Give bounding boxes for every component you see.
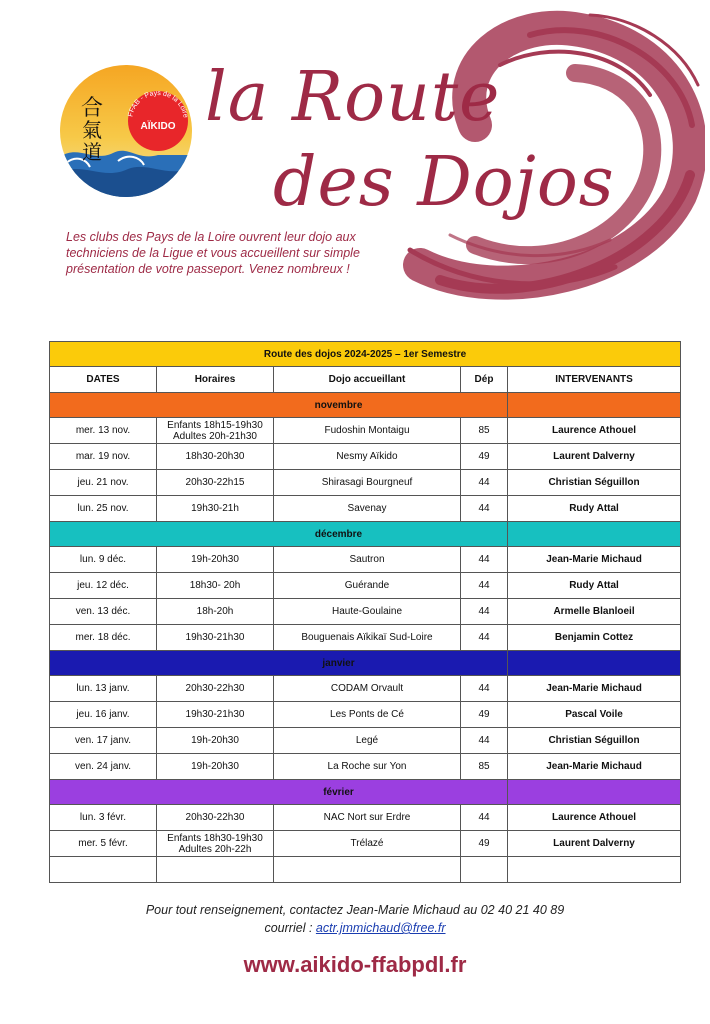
table-header-row [50,367,681,393]
cell-hours [157,625,274,651]
table-row [50,599,681,625]
cell-date: mer. 5 févr. [50,831,157,857]
month-label: janvier [50,651,508,676]
cell-dep: 44 [461,676,508,702]
cell-dojo: Legé [274,728,461,754]
month-label-spacer [508,393,681,418]
hours-line-2: Adultes 20h-21h30 [173,430,257,442]
month-label: novembre [50,393,508,418]
table-row [50,625,681,651]
cell-speaker: Pascal Voile [508,702,681,728]
header-dojo: Dojo accueillant [274,367,461,393]
month-label-spacer [508,651,681,676]
cell-dep: 44 [461,573,508,599]
cell-date: lun. 25 nov. [50,496,157,522]
logo-aikido-text: AÏKIDO [140,121,176,132]
cell-dojo: Bouguenais Aïkikaï Sud-Loire [274,625,461,651]
ffab-aikido-logo [58,63,194,199]
hours-line-1: 19h-20h30 [191,761,239,772]
cell-hours [157,702,274,728]
email-line [0,921,710,935]
email-link[interactable]: actr.jmmichaud@free.fr [315,921,446,935]
header-dep: Dép [461,367,508,393]
empty-cell [50,857,157,883]
cell-dep: 44 [461,470,508,496]
cell-dojo: Nesmy Aïkido [274,444,461,470]
cell-hours [157,805,274,831]
cell-speaker: Laurent Dalverny [508,831,681,857]
cell-speaker: Laurence Athouel [508,418,681,444]
logo-arc-text: FFAB - Pays de la Loire [127,89,189,119]
hours-line-1: 20h30-22h30 [185,683,245,694]
table-row [50,470,681,496]
logo-kanji-2: 氣 [82,118,102,142]
cell-dojo: Trélazé [274,831,461,857]
header-hours: Horaires [157,367,274,393]
cell-date: lun. 13 janv. [50,676,157,702]
hours-line-1: 19h30-21h30 [185,632,245,643]
cell-hours [157,418,274,444]
cell-dojo: Sautron [274,547,461,573]
hours-line-1: 20h30-22h15 [185,477,245,488]
hours-line-1: 19h30-21h30 [185,709,245,720]
cell-dep: 49 [461,444,508,470]
table-row [50,418,681,444]
table-title: Route des dojos 2024-2025 – 1er Semestre [50,342,681,367]
hours-line-1: 19h30-21h [191,503,239,514]
cell-date: mer. 18 déc. [50,625,157,651]
cell-speaker: Benjamin Cottez [508,625,681,651]
month-row [50,522,681,547]
table-row [50,805,681,831]
cell-hours [157,547,274,573]
cell-dep: 44 [461,728,508,754]
cell-date: lun. 3 févr. [50,805,157,831]
cell-date: jeu. 12 déc. [50,573,157,599]
cell-dojo: Shirasagi Bourgneuf [274,470,461,496]
cell-dojo: Haute-Goulaine [274,599,461,625]
cell-hours [157,496,274,522]
hours-line-1: 18h-20h [196,606,234,617]
schedule-table [49,341,681,883]
cell-speaker: Christian Séguillon [508,728,681,754]
month-label: février [50,780,508,805]
table-row [50,754,681,780]
cell-speaker: Armelle Blanloeil [508,599,681,625]
intro-text: Les clubs des Pays de la Loire ouvrent leur dojo aux techniciens de la Ligue et vous accueillent sur simple présentation de votre passeport. Venez nombreux ! [66,230,360,276]
hours-line-1: 18h30-20h30 [185,451,245,462]
cell-dojo: Savenay [274,496,461,522]
title-line-2: des Dojos [273,143,615,222]
cell-dojo: La Roche sur Yon [274,754,461,780]
empty-cell [157,857,274,883]
cell-speaker: Christian Séguillon [508,470,681,496]
cell-speaker: Laurent Dalverny [508,444,681,470]
hours-line-1: 19h-20h30 [191,554,239,565]
table-row [50,573,681,599]
month-row [50,393,681,418]
cell-hours [157,754,274,780]
cell-dep: 44 [461,805,508,831]
contact-line: Pour tout renseignement, contactez Jean-Marie Michaud au 02 40 21 40 89 [145,903,565,917]
cell-speaker: Rudy Attal [508,496,681,522]
month-row [50,651,681,676]
page-title [205,58,615,228]
cell-speaker: Rudy Attal [508,573,681,599]
cell-dojo: Fudoshin Montaigu [274,418,461,444]
cell-dep: 44 [461,599,508,625]
hours-line-1: 20h30-22h30 [185,812,245,823]
hours-line-1: 19h-20h30 [191,735,239,746]
table-row [50,831,681,857]
cell-dep: 85 [461,754,508,780]
cell-speaker: Jean-Marie Michaud [508,754,681,780]
cell-speaker: Jean-Marie Michaud [508,547,681,573]
cell-hours [157,444,274,470]
cell-hours [157,676,274,702]
email-label: courriel : [264,921,316,935]
cell-date: jeu. 16 janv. [50,702,157,728]
cell-date: lun. 9 déc. [50,547,157,573]
cell-hours [157,573,274,599]
header-dates: DATES [50,367,157,393]
hours-line-1: Enfants 18h30-19h30 [167,832,263,844]
cell-speaker: Jean-Marie Michaud [508,676,681,702]
website-link[interactable]: www.aikido-ffabpdl.fr [243,952,467,977]
cell-date: ven. 24 janv. [50,754,157,780]
cell-dojo: NAC Nort sur Erdre [274,805,461,831]
cell-date: mer. 13 nov. [50,418,157,444]
cell-dep: 49 [461,702,508,728]
month-label: décembre [50,522,508,547]
table-row [50,702,681,728]
cell-date: mar. 19 nov. [50,444,157,470]
logo-kanji-3: 道 [82,140,102,164]
cell-hours [157,599,274,625]
empty-cell [274,857,461,883]
cell-dep: 85 [461,418,508,444]
cell-dep: 49 [461,831,508,857]
table-row [50,676,681,702]
logo-kanji-1: 合 [80,96,104,121]
cell-dep: 44 [461,547,508,573]
table-row [50,496,681,522]
hours-line-1: Enfants 18h15-19h30 [167,419,263,431]
month-label-spacer [508,780,681,805]
month-label-spacer [508,522,681,547]
cell-dojo: Les Ponts de Cé [274,702,461,728]
table-row [50,444,681,470]
empty-cell [461,857,508,883]
cell-date: jeu. 21 nov. [50,470,157,496]
cell-date: ven. 13 déc. [50,599,157,625]
hours-line-2: Adultes 20h-22h [178,843,252,855]
cell-hours [157,831,274,857]
cell-dojo: Guérande [274,573,461,599]
table-row [50,547,681,573]
month-row [50,780,681,805]
header-speakers: INTERVENANTS [508,367,681,393]
table-row [50,728,681,754]
empty-row [50,857,681,883]
cell-date: ven. 17 janv. [50,728,157,754]
cell-dep: 44 [461,625,508,651]
table-title-row [50,342,681,367]
cell-hours [157,728,274,754]
hours-line-1: 18h30- 20h [189,580,241,591]
cell-dojo: CODAM Orvault [274,676,461,702]
cell-hours [157,470,274,496]
empty-cell [508,857,681,883]
cell-speaker: Laurence Athouel [508,805,681,831]
cell-dep: 44 [461,496,508,522]
title-line-1: la Route [205,58,501,137]
